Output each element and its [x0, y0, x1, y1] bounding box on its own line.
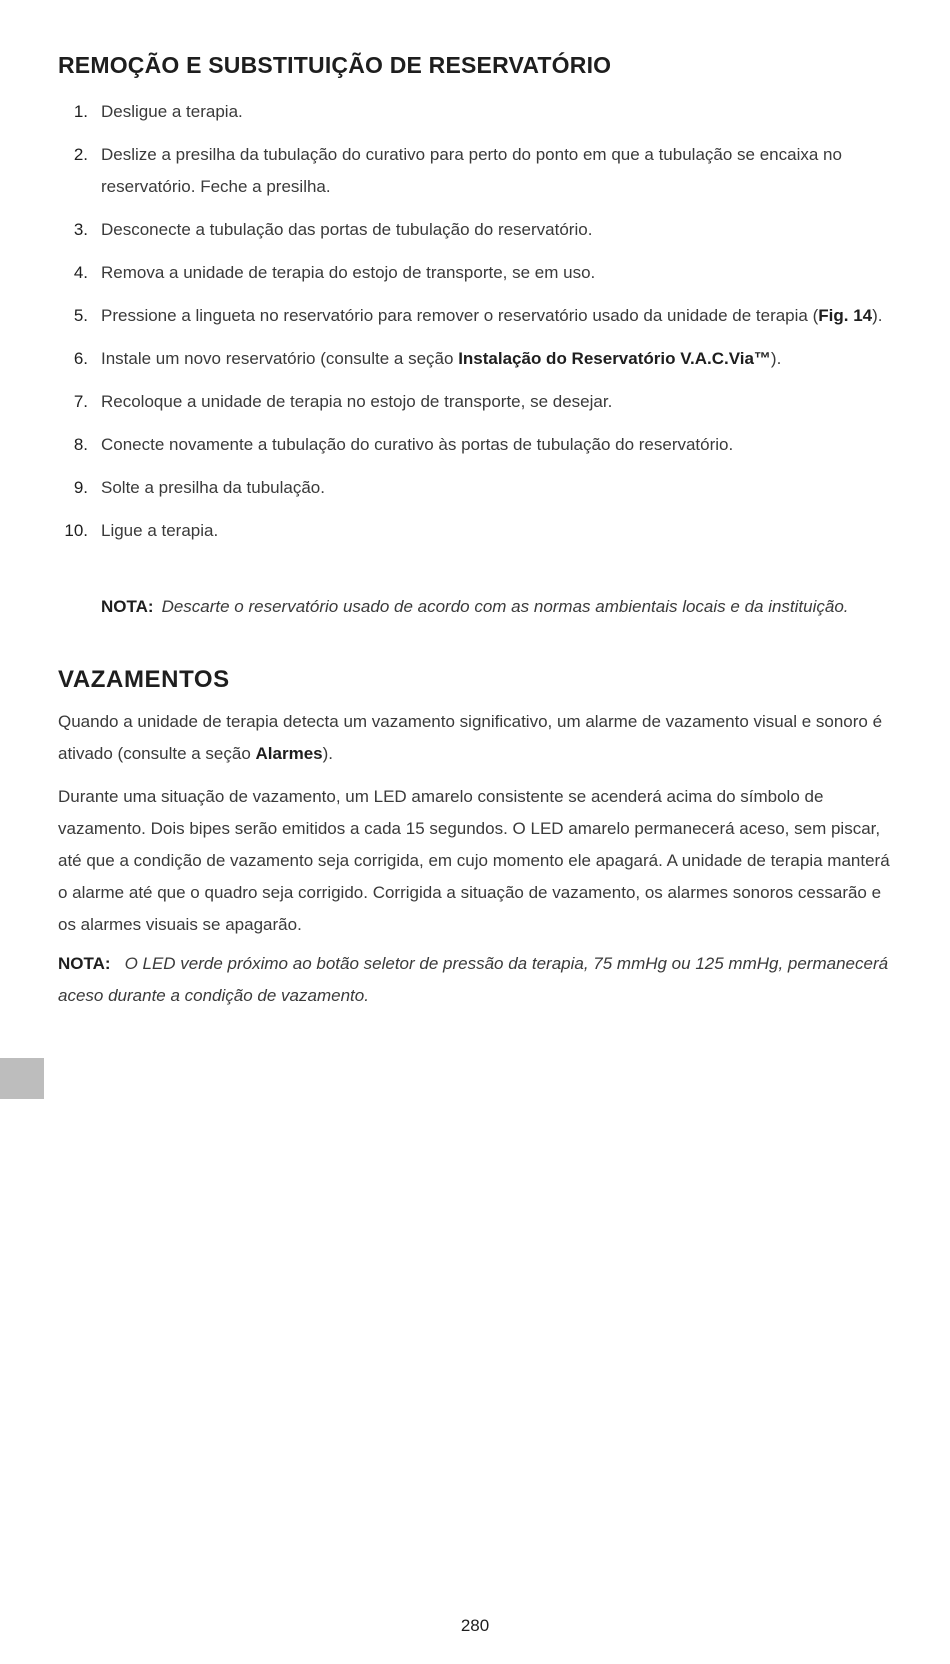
step-3: [58, 214, 894, 246]
note-text: Descarte o reservatório usado de acordo com as normas ambientais locais e da instituição.: [161, 597, 849, 616]
step-number: 2.: [73, 145, 88, 164]
leaks-paragraph-1: [58, 706, 894, 770]
page-number: 280: [460, 1616, 490, 1635]
paragraph-text-end: ).: [322, 744, 334, 763]
step-10: [58, 515, 894, 547]
step-7: [58, 386, 894, 418]
step-text: Remova a unidade de terapia do estojo de transporte, se em uso.: [101, 263, 596, 282]
step-text-end: ).: [872, 306, 883, 325]
leaks-note: [58, 948, 894, 1012]
note-text: O LED verde próximo ao botão seletor de pressão da terapia, 75 mmHg ou 125 mmHg, permanecerá aceso durante a condição de vazamento.: [58, 954, 889, 1005]
step-9: [58, 472, 894, 504]
removal-note: [101, 591, 901, 623]
step-number: 3.: [73, 220, 88, 239]
step-text-start: Pressione a lingueta no reservatório para remover o reservatório usado da unidade de terapia (: [101, 306, 819, 325]
note-label: NOTA:: [101, 597, 154, 616]
step-number: 8.: [73, 435, 88, 454]
section-reference: Alarmes: [255, 744, 323, 763]
step-text: Recoloque a unidade de terapia no estojo de transporte, se desejar.: [101, 392, 613, 411]
step-5: [58, 300, 894, 332]
step-text: [101, 306, 883, 325]
section-side-tab: [0, 1058, 44, 1099]
section-title-leaks: VAZAMENTOS: [58, 666, 230, 693]
step-text-end: ).: [770, 349, 782, 368]
step-text-start: Instale um novo reservatório (consulte a seção: [101, 349, 459, 368]
figure-reference: Fig. 14: [818, 306, 873, 325]
step-2: [58, 139, 894, 203]
step-text: [101, 349, 781, 368]
section-title-removal: REMOÇÃO E SUBSTITUIÇÃO DE RESERVATÓRIO: [58, 52, 612, 78]
step-text: Conecte novamente a tubulação do curativo às portas de tubulação do reservatório.: [101, 435, 734, 454]
step-number: 1.: [73, 102, 88, 121]
step-number: 4.: [73, 263, 88, 282]
section-reference: Instalação do Reservatório V.A.C.Via™: [458, 349, 771, 368]
step-text: Ligue a terapia.: [101, 521, 219, 540]
step-1: [58, 96, 894, 128]
step-text: Desligue a terapia.: [101, 102, 243, 121]
removal-steps-list: [58, 96, 894, 558]
step-number: 6.: [73, 349, 88, 368]
step-4: [58, 257, 894, 289]
note-label: NOTA:: [58, 954, 111, 973]
step-number: 7.: [73, 392, 88, 411]
paragraph-text-start: Quando a unidade de terapia detecta um vazamento significativo, um alarme de vazamento visual e sonoro é ativado (consulte a seção: [58, 712, 883, 763]
step-number: 10.: [64, 521, 88, 540]
step-8: [58, 429, 894, 461]
step-text: Solte a presilha da tubulação.: [101, 478, 325, 497]
step-number: 9.: [73, 478, 88, 497]
step-6: [58, 343, 894, 375]
step-number: 5.: [73, 306, 88, 325]
leaks-paragraph-2: Durante uma situação de vazamento, um LED amarelo consistente se acenderá acima do símbolo de vazamento. Dois bipes serão emitidos a cada 15 segundos. O LED amarelo permanecerá aceso, sem piscar, até que a condição de vazamento seja corrigida, em cujo momento ele apagará. A unidade de terapia manterá o alarme até que o quadro seja corrigido. Corrigida a situação de vazamento, os alarmes sonoros cessarão e os alarmes visuais se apagarão.: [58, 787, 890, 934]
step-text: Deslize a presilha da tubulação do curativo para perto do ponto em que a tubulação se encaixa no reservatório. Feche a presilha.: [101, 145, 842, 196]
step-text: Desconecte a tubulação das portas de tubulação do reservatório.: [101, 220, 593, 239]
